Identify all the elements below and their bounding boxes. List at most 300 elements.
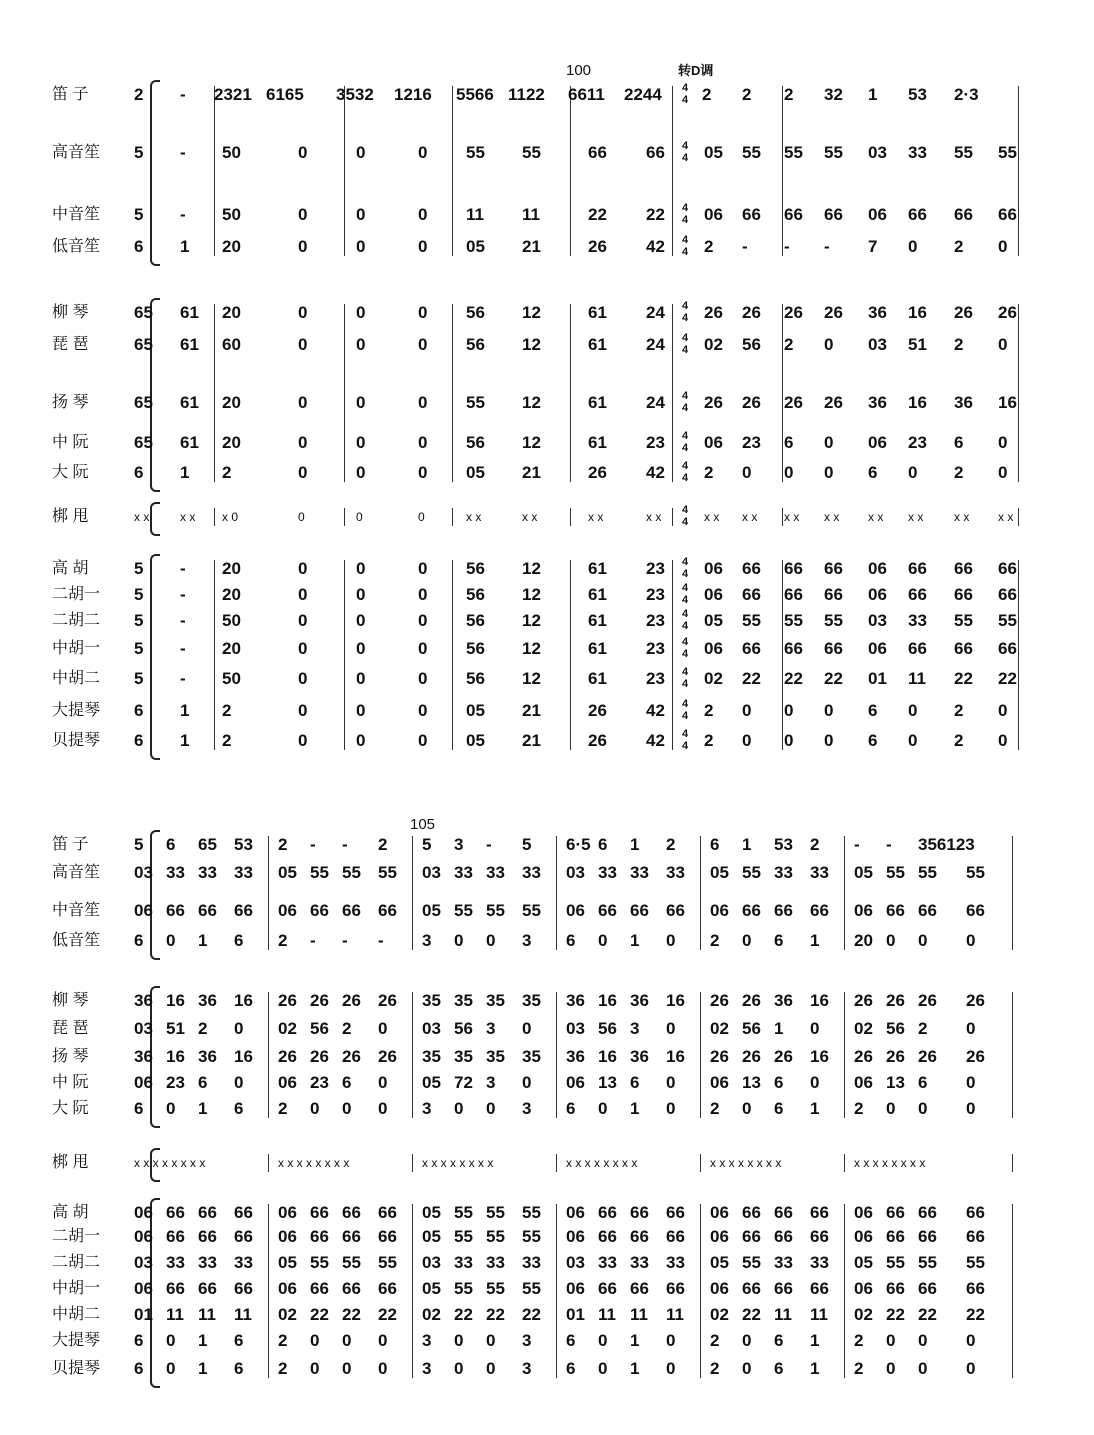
note-cell: 2: [954, 731, 964, 750]
note-cell: 26: [588, 701, 607, 720]
time-signature-top: 4: [681, 300, 689, 312]
note-cell: 61: [588, 393, 607, 412]
note-cell: 36: [868, 393, 887, 412]
note-cell: 1216: [394, 85, 432, 104]
staff-row-daruan: [38, 460, 1056, 486]
note-cell: 26: [378, 991, 397, 1010]
note-cell: 1: [180, 463, 190, 482]
note-cell: 20: [854, 931, 873, 950]
time-signature-bottom: 4: [681, 214, 689, 226]
instrument-name: 柳 琴: [52, 992, 89, 1009]
note-cell: 22: [342, 1305, 361, 1324]
instrument-name: 笛 子: [52, 836, 89, 853]
note-cell: 23: [646, 585, 665, 604]
note-cell: 05: [710, 863, 729, 882]
notation-cells: [134, 608, 1050, 634]
note-cell: 2: [704, 731, 714, 750]
staff-row-zhongyinsheng: [38, 898, 1056, 924]
note-cell: 0: [418, 731, 428, 750]
note-cell: 2: [954, 335, 964, 354]
note-cell: 0: [784, 731, 794, 750]
instrument-name: 高 胡: [52, 1204, 89, 1221]
note-cell: 66: [598, 901, 617, 920]
note-cell: 36: [630, 991, 649, 1010]
note-cell: 22: [966, 1305, 985, 1324]
note-cell: 33: [666, 863, 685, 882]
note-cell: 55: [998, 611, 1017, 630]
note-cell: 66: [630, 1227, 649, 1246]
note-cell: 56: [742, 335, 761, 354]
note-cell: 26: [954, 303, 973, 322]
note-cell: 16: [908, 303, 927, 322]
note-cell: 0: [908, 237, 918, 256]
staff-row-erhu1: [38, 582, 1056, 608]
note-cell: 02: [854, 1019, 873, 1038]
notation-cells: [134, 860, 1050, 886]
note-cell: 20: [222, 559, 241, 578]
instrument-name: 低音笙: [52, 932, 101, 949]
note-cell: 0: [356, 237, 366, 256]
staff-row-pipa: [38, 1016, 1056, 1042]
note-cell: 16: [234, 991, 253, 1010]
note-cell: 61: [588, 611, 607, 630]
note-cell: 66: [310, 1203, 329, 1222]
note-cell: 3: [522, 931, 532, 950]
staff-row-liuqin: [38, 988, 1056, 1014]
note-cell: 6: [868, 463, 878, 482]
note-cell: 1: [810, 1099, 820, 1118]
barline: [452, 86, 453, 256]
note-cell: 0: [378, 1359, 388, 1378]
staff-row-beitiqin: [38, 728, 1056, 754]
note-cell: 66: [342, 1279, 361, 1298]
note-cell: 1: [742, 835, 752, 854]
note-cell: 55: [824, 611, 843, 630]
note-cell: 66: [342, 1227, 361, 1246]
note-cell: 0: [342, 1359, 352, 1378]
note-cell: 66: [166, 1279, 185, 1298]
note-cell: 3: [422, 1331, 432, 1350]
note-cell: 66: [630, 1279, 649, 1298]
note-cell: 1: [180, 701, 190, 720]
staff-row-pipa: [38, 332, 1056, 358]
note-cell: 2·3: [954, 85, 979, 104]
note-cell: 12: [522, 639, 541, 658]
note-cell: 66: [784, 205, 803, 224]
note-cell: 35: [422, 1047, 441, 1066]
note-cell: -: [784, 237, 790, 256]
note-cell: 1: [630, 1099, 640, 1118]
note-cell: 55: [824, 143, 843, 162]
note-cell: 0: [342, 1331, 352, 1350]
staff-row-zhongruan: [38, 430, 1056, 456]
time-signature-top: 4: [681, 636, 689, 648]
note-cell: 55: [342, 863, 361, 882]
note-cell: 05: [278, 863, 297, 882]
note-cell: 05: [466, 237, 485, 256]
note-cell: 06: [134, 1203, 153, 1222]
note-cell: x x: [742, 510, 758, 524]
note-cell: 33: [454, 863, 473, 882]
note-cell: 0: [418, 510, 425, 524]
note-cell: 0: [998, 237, 1008, 256]
staff-row-erhu2: [38, 1250, 1056, 1276]
note-cell: 66: [774, 1203, 793, 1222]
note-cell: 0: [418, 559, 428, 578]
note-cell: 2: [784, 335, 794, 354]
note-cell: 0: [234, 1019, 244, 1038]
note-cell: 05: [466, 701, 485, 720]
note-cell: 55: [742, 611, 761, 630]
note-cell: 51: [908, 335, 927, 354]
note-cell: 55: [918, 863, 937, 882]
notation-cells: [134, 1224, 1050, 1250]
note-cell: 0: [886, 931, 896, 950]
note-cell: 33: [810, 863, 829, 882]
note-cell: 0: [666, 1099, 676, 1118]
notation-cells: [134, 636, 1050, 662]
note-cell: 26: [278, 1047, 297, 1066]
note-cell: 36: [198, 1047, 217, 1066]
note-cell: 66: [784, 585, 803, 604]
note-cell: 66: [166, 1227, 185, 1246]
note-cell: 55: [784, 611, 803, 630]
note-cell: 66: [588, 143, 607, 162]
note-cell: x x: [868, 510, 884, 524]
note-cell: 56: [466, 669, 485, 688]
note-cell: 65: [134, 433, 153, 452]
note-cell: 2: [222, 731, 232, 750]
note-cell: 5: [134, 835, 144, 854]
note-cell: 66: [310, 901, 329, 920]
note-cell: -: [180, 585, 186, 604]
note-cell: 1: [180, 237, 190, 256]
note-cell: 2: [222, 701, 232, 720]
note-cell: 06: [710, 1279, 729, 1298]
note-cell: 65: [134, 335, 153, 354]
note-cell: -: [342, 931, 348, 950]
note-cell: 6: [134, 237, 144, 256]
instrument-name: 高音笙: [52, 864, 101, 881]
note-cell: 55: [966, 863, 985, 882]
note-cell: 66: [166, 901, 185, 920]
note-cell: 02: [704, 335, 723, 354]
notation-cells: [134, 300, 1050, 326]
note-cell: 2: [342, 1019, 352, 1038]
note-cell: 3: [422, 931, 432, 950]
time-signature-bottom: 4: [681, 344, 689, 356]
instrument-name: 二胡一: [52, 1228, 101, 1245]
note-cell: 55: [954, 143, 973, 162]
barline: [672, 86, 673, 256]
note-cell: 20: [222, 393, 241, 412]
note-cell: 3: [522, 1331, 532, 1350]
note-cell: 26: [588, 463, 607, 482]
note-cell: 66: [742, 901, 761, 920]
note-cell: 5: [134, 585, 144, 604]
note-cell: 55: [886, 1253, 905, 1272]
staff-row-liuqin: [38, 300, 1056, 326]
note-cell: 03: [868, 335, 887, 354]
note-cell: 03: [422, 1253, 441, 1272]
note-cell: 5: [134, 639, 144, 658]
note-cell: 66: [886, 1227, 905, 1246]
note-cell: 56: [466, 335, 485, 354]
note-cell: 50: [222, 669, 241, 688]
note-cell: 0: [966, 1073, 976, 1092]
note-cell: 35: [454, 1047, 473, 1066]
note-cell: 60: [222, 335, 241, 354]
note-cell: 05: [422, 901, 441, 920]
note-cell: 0: [298, 463, 308, 482]
note-cell: 06: [704, 559, 723, 578]
note-cell: 55: [486, 1227, 505, 1246]
note-cell: 66: [810, 1227, 829, 1246]
note-cell: 0: [908, 731, 918, 750]
note-cell: 0: [666, 1359, 676, 1378]
note-cell: 22: [998, 669, 1017, 688]
note-cell: 42: [646, 701, 665, 720]
note-cell: 0: [342, 1099, 352, 1118]
note-cell: 33: [598, 863, 617, 882]
note-cell: 16: [666, 991, 685, 1010]
notation-cells: [134, 1328, 1050, 1354]
note-cell: 66: [234, 1279, 253, 1298]
note-cell: 3: [486, 1073, 496, 1092]
note-cell: 42: [646, 237, 665, 256]
note-cell: 56: [454, 1019, 473, 1038]
note-cell: 0: [166, 1359, 176, 1378]
time-signature-top: 4: [681, 234, 689, 246]
notation-cells: [134, 1200, 1050, 1226]
note-cell: 6: [234, 1359, 244, 1378]
note-cell: 66: [966, 1227, 985, 1246]
note-cell: 55: [954, 611, 973, 630]
note-cell: 0: [298, 393, 308, 412]
note-cell: 0: [486, 1359, 496, 1378]
note-cell: 11: [908, 669, 926, 688]
note-cell: x x: [466, 510, 482, 524]
notation-cells: [134, 728, 1050, 754]
note-cell: 26: [784, 303, 803, 322]
instrument-name: 大 阮: [52, 1100, 89, 1117]
note-cell: 0: [298, 237, 308, 256]
note-cell: 03: [134, 1019, 153, 1038]
note-cell: 0: [742, 1331, 752, 1350]
instrument-name: 扬 琴: [52, 1048, 89, 1065]
time-signature-top: 4: [681, 728, 689, 740]
note-cell: 2: [278, 835, 288, 854]
note-cell: 2: [918, 1019, 928, 1038]
note-cell: 06: [278, 1279, 297, 1298]
note-cell: 2: [954, 237, 964, 256]
time-signature-bottom: 4: [681, 402, 689, 414]
note-cell: 33: [522, 863, 541, 882]
note-cell: 2: [784, 85, 794, 104]
time-signature-top: 4: [681, 608, 689, 620]
note-cell: 3: [422, 1099, 432, 1118]
note-cell: 11: [466, 205, 484, 224]
instrument-name: 梆 甩: [52, 508, 89, 525]
note-cell: 26: [966, 1047, 985, 1066]
staff-row-gaoyinsheng: [38, 860, 1056, 886]
note-cell: 1: [774, 1019, 784, 1038]
instrument-name: 中胡二: [52, 1306, 101, 1323]
staff-row-dizi: [38, 832, 1056, 858]
note-cell: 06: [868, 433, 887, 452]
note-cell: 5566: [456, 85, 494, 104]
note-cell: 55: [998, 143, 1017, 162]
note-cell: 16: [598, 991, 617, 1010]
note-cell: 66: [810, 901, 829, 920]
note-cell: 16: [234, 1047, 253, 1066]
note-cell: 13: [886, 1073, 905, 1092]
note-cell: 26: [824, 393, 843, 412]
note-cell: 55: [310, 1253, 329, 1272]
note-cell: 6: [774, 1359, 784, 1378]
note-cell: 23: [908, 433, 927, 452]
note-cell: 66: [918, 1203, 937, 1222]
note-cell: 0: [166, 1331, 176, 1350]
note-cell: 66: [742, 585, 761, 604]
time-signature-bottom: 4: [681, 568, 689, 580]
note-cell: 0: [810, 1073, 820, 1092]
note-cell: 2: [278, 1099, 288, 1118]
note-cell: 66: [166, 1203, 185, 1222]
note-cell: 356123: [918, 835, 975, 854]
note-cell: 0: [784, 463, 794, 482]
note-cell: 2: [854, 1099, 864, 1118]
notation-cells: [134, 1150, 1050, 1176]
note-cell: x x: [522, 510, 538, 524]
time-signature-bottom: 4: [681, 648, 689, 660]
note-cell: 61: [588, 335, 607, 354]
note-cell: 3: [522, 1099, 532, 1118]
note-cell: 26: [742, 991, 761, 1010]
note-cell: 05: [466, 463, 485, 482]
notation-cells: [134, 1096, 1050, 1122]
note-cell: 3: [486, 1019, 496, 1038]
staff-row-zhongruan: [38, 1070, 1056, 1096]
note-cell: 06: [134, 1073, 153, 1092]
note-cell: 06: [710, 901, 729, 920]
note-cell: 2: [704, 463, 714, 482]
barline: [344, 86, 345, 256]
note-cell: 01: [566, 1305, 585, 1324]
note-cell: 0: [966, 931, 976, 950]
note-cell: 0: [298, 731, 308, 750]
note-cell: 2: [704, 237, 714, 256]
staff-row-dizi: [38, 82, 1056, 108]
instrument-name: 二胡二: [52, 1254, 101, 1271]
note-cell: 06: [566, 1227, 585, 1246]
note-cell: -: [180, 205, 186, 224]
note-cell: 20: [222, 433, 241, 452]
note-cell: 66: [598, 1203, 617, 1222]
staff-row-datiqin: [38, 1328, 1056, 1354]
note-cell: 66: [198, 901, 217, 920]
note-cell: 3532: [336, 85, 374, 104]
note-cell: 11: [522, 205, 540, 224]
note-cell: 22: [954, 669, 973, 688]
note-cell: 26: [588, 237, 607, 256]
note-cell: 26: [588, 731, 607, 750]
note-cell: 0: [522, 1019, 532, 1038]
note-cell: 66: [646, 143, 665, 162]
note-cell: 0: [966, 1019, 976, 1038]
notation-cells: [134, 234, 1050, 260]
note-cell: 6: [566, 1331, 576, 1350]
note-cell: 66: [234, 1203, 253, 1222]
note-cell: 11: [666, 1305, 684, 1324]
note-cell: 0: [486, 1331, 496, 1350]
note-cell: 1: [198, 1099, 208, 1118]
note-cell: 66: [234, 1227, 253, 1246]
note-cell: 05: [704, 611, 723, 630]
note-cell: 05: [854, 863, 873, 882]
instrument-name: 高音笙: [52, 144, 101, 161]
instrument-name: 高 胡: [52, 560, 89, 577]
note-cell: 55: [454, 1279, 473, 1298]
note-cell: 0: [356, 303, 366, 322]
note-cell: 05: [422, 1279, 441, 1298]
time-signature-top: 4: [681, 332, 689, 344]
instrument-name: 贝提琴: [52, 1360, 101, 1377]
note-cell: 0: [784, 701, 794, 720]
note-cell: 21: [522, 237, 541, 256]
note-cell: 05: [278, 1253, 297, 1272]
note-cell: 6: [134, 1331, 144, 1350]
note-cell: 6: [134, 463, 144, 482]
note-cell: 0: [886, 1099, 896, 1118]
note-cell: 26: [784, 393, 803, 412]
note-cell: 06: [704, 205, 723, 224]
note-cell: 56: [466, 303, 485, 322]
note-cell: 05: [422, 1073, 441, 1092]
note-cell: 5: [134, 559, 144, 578]
note-cell: 66: [742, 1227, 761, 1246]
note-cell: 66: [598, 1279, 617, 1298]
note-cell: 22: [378, 1305, 397, 1324]
note-cell: 03: [868, 611, 887, 630]
notation-cells: [134, 504, 1050, 530]
note-cell: 03: [134, 1253, 153, 1272]
note-cell: 2244: [624, 85, 662, 104]
note-cell: 1: [630, 1331, 640, 1350]
note-cell: 26: [854, 991, 873, 1010]
note-cell: 66: [378, 1203, 397, 1222]
note-cell: x x: [908, 510, 924, 524]
note-cell: 66: [378, 1227, 397, 1246]
note-cell: 66: [954, 639, 973, 658]
time-signature-bottom: 4: [681, 442, 689, 454]
note-cell: 22: [522, 1305, 541, 1324]
note-cell: 66: [774, 901, 793, 920]
note-cell: 06: [134, 1227, 153, 1246]
note-cell: 0: [908, 701, 918, 720]
note-cell: -: [180, 611, 186, 630]
note-cell: 23: [310, 1073, 329, 1092]
note-cell: 35: [422, 991, 441, 1010]
note-cell: 0: [418, 433, 428, 452]
note-cell: 5: [134, 205, 144, 224]
note-cell: 6: [774, 1073, 784, 1092]
note-cell: 35: [454, 991, 473, 1010]
notation-cells: [134, 582, 1050, 608]
note-cell: 0: [998, 463, 1008, 482]
note-cell: 56: [466, 639, 485, 658]
note-cell: 0: [298, 611, 308, 630]
